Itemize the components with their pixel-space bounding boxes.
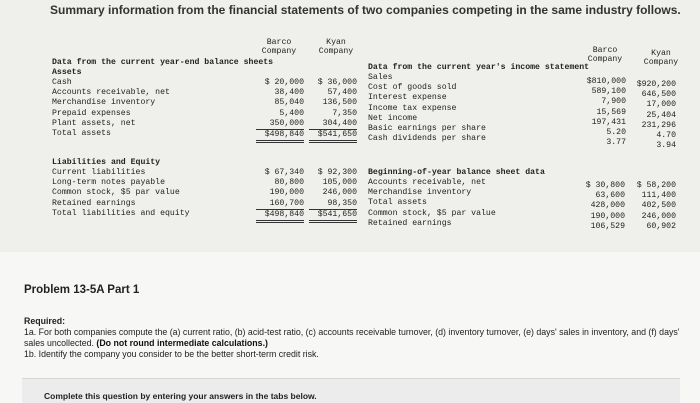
assets-barco-column xyxy=(256,78,304,143)
beginning-row-label: Total assets xyxy=(368,198,427,208)
balance-value-kyan: $541,650 xyxy=(309,130,357,143)
income-value-barco: 197,431 xyxy=(591,117,626,127)
income-col-head-kyan: Kyan Company xyxy=(643,49,679,67)
beginning-title: Beginning-of-year balance sheet data xyxy=(368,168,545,177)
income-value-barco: 589,100 xyxy=(591,87,626,97)
liability-value-kyan: 105,000 xyxy=(322,178,357,188)
assets-labels-column xyxy=(52,78,170,139)
income-value-kyan: 231,296 xyxy=(641,120,676,130)
liability-row-label: Common stock, $5 par value xyxy=(52,188,180,198)
beginning-value-kyan: $ 58,200 xyxy=(636,181,676,190)
income-row-label: Sales xyxy=(368,73,393,82)
income-row-label: Basic earnings per share xyxy=(368,123,486,133)
beginning-value-barco: 63,600 xyxy=(595,191,625,201)
balance-value-kyan: $ 36,000 xyxy=(317,78,357,87)
beginning-row-label: Common stock, $5 par value xyxy=(368,208,496,218)
income-value-barco: 5.20 xyxy=(606,127,626,137)
liability-row-label: Total liabilities and equity xyxy=(52,208,190,218)
balance-value-barco: 5,400 xyxy=(279,108,304,118)
income-value-barco: 7,900 xyxy=(601,97,626,107)
income-labels-column xyxy=(368,73,486,144)
liabilities-label: Liabilities and Equity xyxy=(52,158,161,167)
liability-value-barco: 190,000 xyxy=(269,188,304,198)
income-col-head-barco: Barco Company xyxy=(587,46,623,64)
beginning-row-label: Accounts receivable, net xyxy=(368,178,486,187)
liab-barco-column xyxy=(256,168,304,223)
income-value-kyan: 4.70 xyxy=(656,130,676,140)
balance-value-barco: 350,000 xyxy=(256,119,304,130)
income-value-barco: $810,000 xyxy=(586,77,626,86)
beginning-value-kyan: 402,500 xyxy=(641,201,676,211)
income-row-label: Cost of goods sold xyxy=(368,83,457,93)
beginning-barco-column xyxy=(575,181,625,232)
beginning-value-barco: 106,529 xyxy=(590,221,625,231)
income-row-label: Cash dividends per share xyxy=(368,134,486,144)
assets-label: Assets xyxy=(52,68,82,77)
assets-kyan-column xyxy=(309,78,357,143)
liability-value-barco: $498,840 xyxy=(256,210,304,223)
beginning-value-kyan: 111,400 xyxy=(641,191,676,201)
beginning-row-label: Merchandise inventory xyxy=(368,188,472,198)
beginning-value-kyan: 60,902 xyxy=(646,221,676,231)
income-row-label: Net income xyxy=(368,113,418,123)
instructions-bar xyxy=(22,379,680,403)
beginning-value-barco: $ 30,800 xyxy=(585,181,625,190)
requirement-1a-note: (Do not round intermediate calculations.) xyxy=(96,338,268,348)
liability-value-kyan: 98,350 xyxy=(309,199,357,210)
balance-row-label: Accounts receivable, net xyxy=(52,88,170,98)
liability-row-label: Retained earnings xyxy=(52,198,136,208)
income-statement-title: Data from the current year's income statement xyxy=(368,63,590,72)
income-barco-column xyxy=(578,77,626,148)
balance-value-kyan: 304,400 xyxy=(309,119,357,130)
requirement-1b: 1b. Identify the company you consider to be the better short-term credit risk. xyxy=(24,349,319,359)
income-value-kyan: 17,000 xyxy=(646,100,676,110)
balance-value-barco: 85,040 xyxy=(274,98,304,108)
liability-row-label: Long-term notes payable xyxy=(52,178,166,188)
required-label: Required: xyxy=(24,316,66,326)
beginning-value-kyan: 246,000 xyxy=(641,211,676,221)
income-row-label: Income tax expense xyxy=(368,103,457,113)
liability-value-kyan: $541,650 xyxy=(309,210,357,223)
liability-value-barco: $ 67,340 xyxy=(264,168,304,177)
problem-title: Problem 13-5A Part 1 xyxy=(24,284,140,296)
beginning-kyan-column xyxy=(628,181,676,232)
summary-heading: Summary information from the financial statements of two companies competing in the same industry follows. xyxy=(50,3,681,17)
balance-row-label: Prepaid expenses xyxy=(52,108,131,118)
beginning-row-label: Retained earnings xyxy=(368,218,452,228)
balance-col-head-barco: Barco Company xyxy=(261,38,297,56)
income-value-kyan: $920,200 xyxy=(636,80,676,89)
requirement-1a xyxy=(24,327,684,349)
balance-col-head-kyan: Kyan Company xyxy=(318,38,354,56)
balance-row-label: Merchandise inventory xyxy=(52,98,156,108)
balance-value-kyan: 57,400 xyxy=(327,88,357,98)
balance-value-barco: $498,840 xyxy=(256,130,304,143)
balance-value-barco: $ 20,000 xyxy=(264,78,304,87)
balance-row-label: Plant assets, net xyxy=(52,118,136,128)
liability-value-barco: 160,700 xyxy=(256,199,304,210)
liability-value-kyan: 246,000 xyxy=(322,188,357,198)
balance-sheet-title: Data from the current year-end balance sheets xyxy=(52,58,274,67)
income-value-barco: 15,569 xyxy=(596,107,626,117)
required-section xyxy=(24,316,684,360)
balance-row-label: Cash xyxy=(52,78,72,87)
liability-row-label: Current liabilities xyxy=(52,168,146,177)
liability-value-kyan: $ 92,300 xyxy=(317,168,357,177)
income-kyan-column xyxy=(628,80,676,151)
liab-labels-column xyxy=(52,168,190,219)
income-value-kyan: 646,500 xyxy=(641,90,676,100)
beginning-value-barco: 428,000 xyxy=(590,201,625,211)
income-value-kyan: 3.94 xyxy=(656,141,676,151)
balance-value-barco: 38,400 xyxy=(274,88,304,98)
balance-row-label: Total assets xyxy=(52,128,111,138)
requirement-1a-text: 1a. For both companies compute the (a) current ratio, (b) acid-test ratio, (c) accounts receivable turnover, (d) inventory turnover, (e) days' sales in inventory, and (f) days' sales uncollected. xyxy=(24,327,680,348)
balance-value-kyan: 7,350 xyxy=(332,108,357,118)
income-row-label: Interest expense xyxy=(368,93,447,103)
income-value-barco: 3.77 xyxy=(606,138,626,148)
beginning-value-barco: 190,000 xyxy=(590,211,625,221)
liab-kyan-column xyxy=(309,168,357,223)
liability-value-barco: 80,800 xyxy=(274,178,304,188)
income-value-kyan: 25,404 xyxy=(646,110,676,120)
beginning-labels-column xyxy=(368,178,496,229)
complete-instructions: Complete this question by entering your answers in the tabs below. xyxy=(44,391,317,401)
balance-value-kyan: 136,500 xyxy=(322,98,357,108)
